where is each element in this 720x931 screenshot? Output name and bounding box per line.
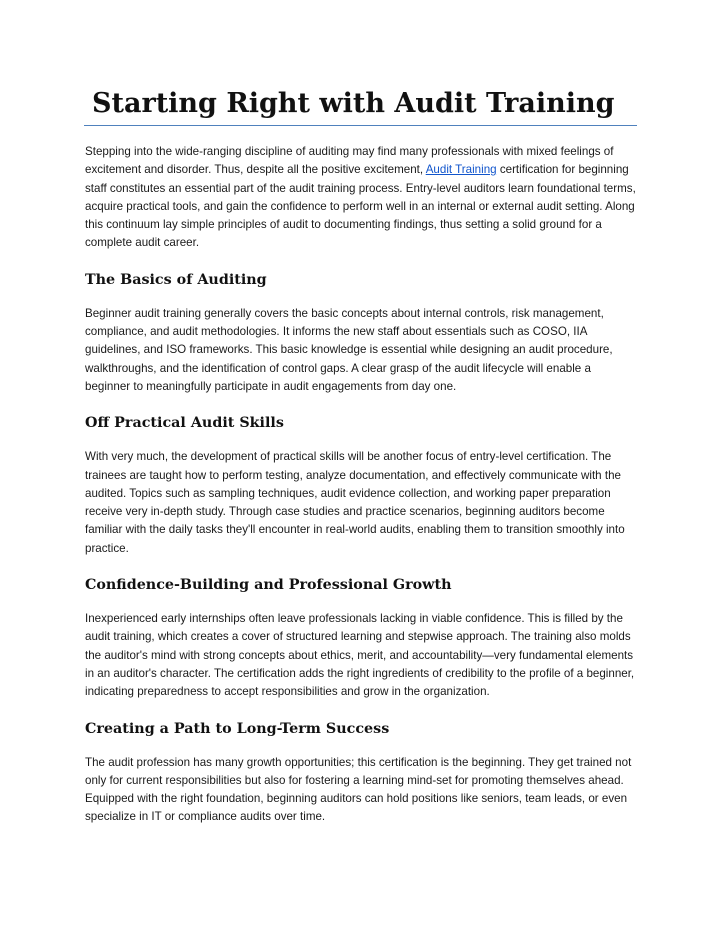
section-paragraph-practical-skills: With very much, the development of practical skills will be another focus of entry-level certification. The trainees are taught how to perform testing, analyze documentation, and effectively communicate with the audited. Topics such as sampling techniques, audit evidence collection, and working paper preparation receive very in-depth study. Through case studies and practice scenarios, beginning auditors become familiar with the daily tasks they'll encounter in real-world audits, enabling them to transition smoothly into practice.	[85, 450, 625, 555]
page-title: Starting Right with Audit Training	[92, 88, 615, 119]
section-paragraph-basics: Beginner audit training generally covers the basic concepts about internal controls, risk management, compliance, and audit methodologies. It informs the new staff about essentials such as COSO, IIA guidelines, and ISO frameworks. This basic knowledge is essential while designing an audit procedure, walkthroughs, and the identification of control gaps. A clear grasp of the audit lifecycle will enable a beginner to meaningfully participate in audit engagements from day one.	[85, 306, 613, 393]
audit-training-link[interactable]: Audit Training	[425, 163, 497, 177]
section-heading-practical-skills: Off Practical Audit Skills	[85, 415, 284, 432]
section-heading-confidence-growth: Confidence-Building and Professional Growth	[85, 577, 452, 594]
intro-text-after-link: certification for beginning staff constitutes an essential part of the audit training process. Entry-level auditors learn foundational terms, acquire practical tools, and gain the confidence to perform well in an internal or external audit setting. Along this continuum lay simple principles of audit to documenting findings, thus setting a solid ground for a complete audit career.	[85, 163, 636, 250]
title-underline-rule	[84, 125, 637, 126]
intro-paragraph	[85, 143, 637, 253]
section-paragraph-confidence-growth: Inexperienced early internships often leave professionals lacking in viable confidence. This is filled by the audit training, which creates a cover of structured learning and stepwise approach. The training also molds the auditor's mind with strong concepts about ethics, merit, and accountability—very fundamental elements in an auditor's character. The certification adds the right ingredients of credibility to the profile of a beginner, indicating preparedness to accept responsibilities and grow in the organization.	[85, 612, 635, 699]
section-heading-basics: The Basics of Auditing	[85, 271, 267, 288]
section-heading-long-term-success: Creating a Path to Long-Term Success	[85, 720, 390, 737]
section-paragraph-long-term-success: The audit profession has many growth opportunities; this certification is the beginning. They get trained not only for current responsibilities but also for fostering a learning mind-set for promoting themselves ahead. Equipped with the right foundation, beginning auditors can hold positions like seniors, team leads, or even specialize in IT or compliance audits over time.	[85, 755, 632, 824]
document-body	[85, 143, 637, 827]
intro-text-before-link: Stepping into the wide-ranging discipline of auditing may find many professionals with mixed feelings of excitement and disorder. Thus, despite all the positive excitement,	[85, 145, 614, 177]
